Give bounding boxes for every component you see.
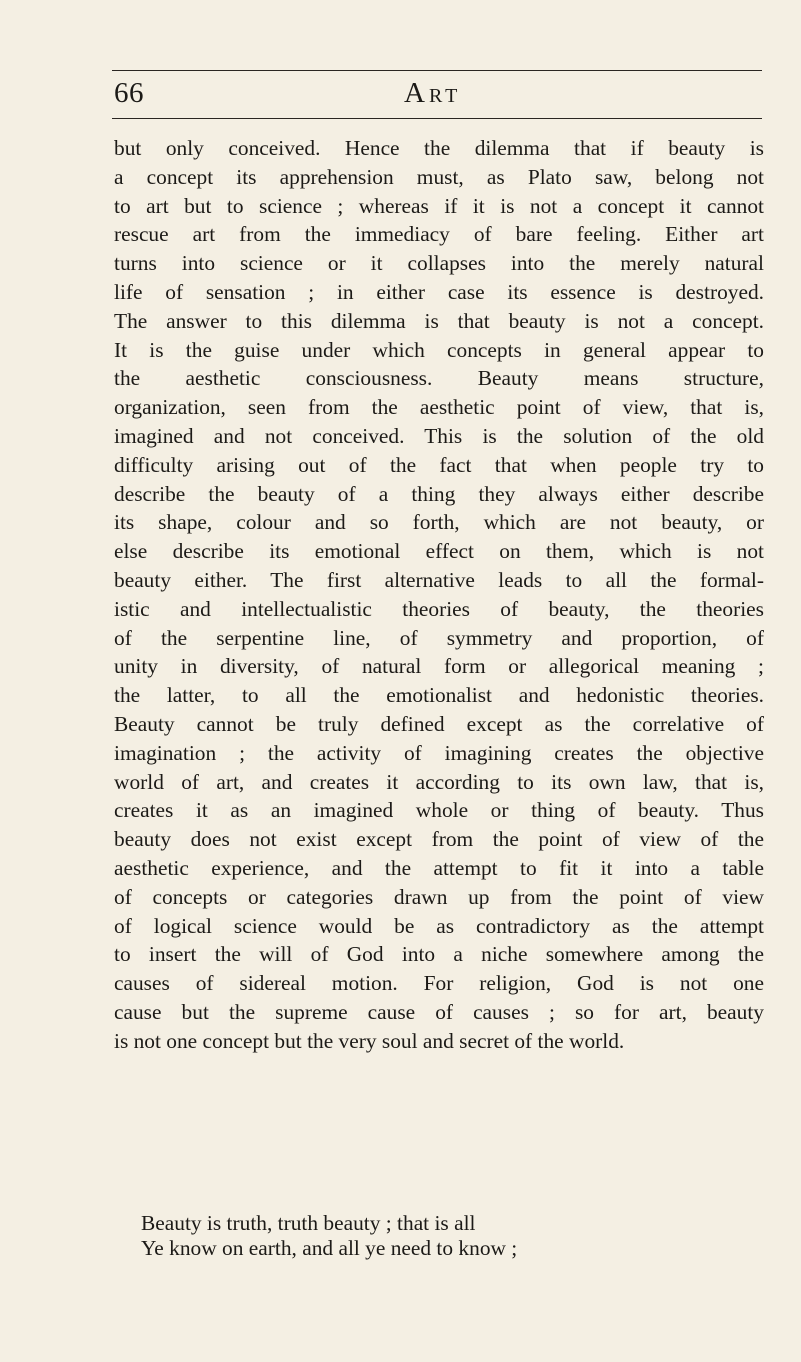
page-number: 66 [114, 77, 144, 109]
text-line: of the serpentine line, of symmetry and proportion, of [114, 625, 764, 650]
text-line: Beauty cannot be truly defined except as the correlative of [114, 711, 764, 736]
text-line: organization, seen from the aesthetic point of view, that is, [114, 395, 764, 420]
text-line: the latter, to all the emotionalist and hedonistic theories. [114, 683, 764, 708]
text-line: causes of sidereal motion. For religion, God is not one [114, 971, 764, 996]
text-line: but only conceived. Hence the dilemma that if beauty is [114, 136, 764, 160]
text-line: cause but the supreme cause of causes ; so for art, beauty [114, 999, 764, 1024]
text-line: imagined and not conceived. This is the solution of the old [114, 423, 764, 448]
text-line: unity in diversity, of natural form or allegorical meaning ; [114, 654, 764, 679]
verse-quotation [141, 1211, 761, 1261]
text-line: creates it as an imagined whole or thing of beauty. Thus [114, 798, 764, 823]
text-line: is not one concept but the very soul and secret of the world. [114, 1028, 625, 1053]
text-line: difficulty arising out of the fact that when people try to [114, 452, 764, 477]
text-line: beauty either. The first alternative leads to all the formal- [114, 567, 764, 592]
text-line: aesthetic experience, and the attempt to fit it into a table [114, 855, 764, 880]
text-line: of logical science would be as contradictory as the attempt [114, 913, 764, 938]
header-bottom-rule [112, 118, 762, 119]
body-paragraph [114, 134, 764, 1056]
text-line: rescue art from the immediacy of bare feeling. Either art [114, 222, 764, 247]
text-line: describe the beauty of a thing they always either describe [114, 481, 764, 506]
text-line: It is the guise under which concepts in general appear to [114, 337, 764, 362]
text-line: of concepts or categories drawn up from the point of view [114, 884, 764, 909]
text-line: life of sensation ; in either case its essence is destroyed. [114, 279, 764, 304]
text-line: turns into science or it collapses into the merely natural [114, 251, 764, 276]
text-line: the aesthetic consciousness. Beauty means structure, [114, 366, 764, 391]
header-top-rule [112, 70, 762, 71]
text-line: its shape, colour and so forth, which are not beauty, or [114, 510, 764, 535]
text-line: to insert the will of God into a niche somewhere among the [114, 942, 764, 967]
text-line: a concept its apprehension must, as Plato saw, belong not [114, 164, 764, 189]
text-line: else describe its emotional effect on them, which is not [114, 539, 764, 564]
verse-line: Beauty is truth, truth beauty ; that is all [141, 1211, 476, 1235]
text-line: world of art, and creates it according to its own law, that is, [114, 769, 764, 794]
text-line: The answer to this dilemma is that beauty is not a concept. [114, 308, 764, 333]
running-title: Art [404, 77, 462, 109]
text-line: istic and intellectualistic theories of beauty, the theories [114, 596, 764, 621]
text-line: to art but to science ; whereas if it is not a concept it cannot [114, 193, 764, 218]
text-line: beauty does not exist except from the point of view of the [114, 827, 764, 852]
text-line: imagination ; the activity of imagining creates the objective [114, 740, 764, 765]
verse-line: Ye know on earth, and all ye need to know ; [141, 1236, 518, 1260]
